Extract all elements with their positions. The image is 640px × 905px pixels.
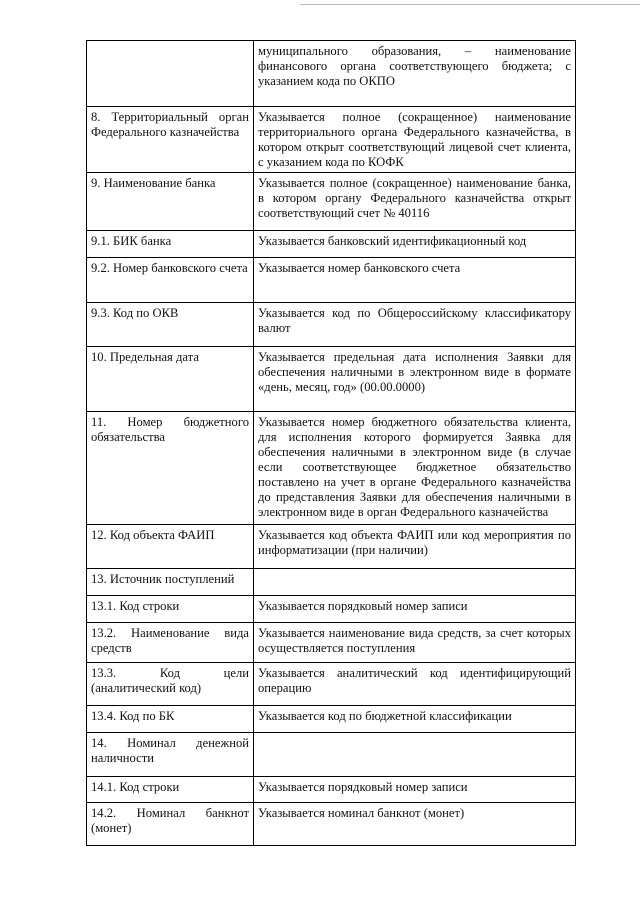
table-row	[87, 803, 576, 846]
field-description-cell	[254, 412, 576, 525]
field-name: 9.2. Номер банковского счета	[91, 261, 248, 275]
field-name-cell	[87, 303, 254, 347]
requisites-table	[86, 40, 576, 846]
field-description: Указывается порядковый номер записи	[258, 599, 468, 613]
table-row	[87, 173, 576, 231]
field-name: 9.1. БИК банка	[91, 234, 172, 248]
field-name: 13.1. Код строки	[91, 599, 180, 613]
field-description-cell	[254, 303, 576, 347]
field-description: муниципального образования, – наименование финансового органа соответствующего бюджета; с указанием кода по ОКПО	[258, 44, 571, 88]
field-name: 13.2. Наименование вида средств	[91, 626, 249, 655]
field-name-cell	[87, 733, 254, 777]
field-name-cell	[87, 623, 254, 663]
field-description-cell	[254, 525, 576, 569]
field-name: 12. Код объекта ФАИП	[91, 528, 215, 542]
field-name-cell	[87, 777, 254, 803]
field-name: 10. Предельная дата	[91, 350, 199, 364]
field-name-cell	[87, 258, 254, 303]
field-description-cell	[254, 258, 576, 303]
field-description-cell	[254, 231, 576, 258]
field-name: 11. Номер бюджетного обязательства	[91, 415, 249, 444]
field-name-cell	[87, 663, 254, 706]
table-row	[87, 107, 576, 173]
field-description: Указывается номер бюджетного обязательства клиента, для исполнения которого формируется Заявка для обеспечения наличными в электронном виде (в случае если соответствующее бюджетное обязательство поставлено на учет в органе Федерального казначейства до представления Заявки для обеспечения наличными в электронном виде в орган Федерального казначейства	[258, 415, 571, 519]
field-name: 14.2. Номинал банкнот (монет)	[91, 806, 249, 835]
field-description: Указывается полное (сокращенное) наименование территориального органа Федерального казначейства, в котором открыт соответствующий лицевой счет клиента, с указанием кода по КОФК	[258, 110, 571, 169]
table-row	[87, 303, 576, 347]
field-description: Указывается номер банковского счета	[258, 261, 461, 275]
field-name: 13.4. Код по БК	[91, 709, 175, 723]
field-name-cell	[87, 569, 254, 596]
field-name-cell	[87, 525, 254, 569]
table-row	[87, 777, 576, 803]
table-row	[87, 596, 576, 623]
table-row	[87, 663, 576, 706]
field-description-cell	[254, 623, 576, 663]
field-name-cell	[87, 803, 254, 846]
field-description: Указывается предельная дата исполнения Заявки для обеспечения наличными в электронном виде в формате «день, месяц, год» (00.00.0000)	[258, 350, 571, 394]
field-description: Указывается порядковый номер записи	[258, 780, 468, 794]
field-description: Указывается код объекта ФАИП или код мероприятия по информатизации (при наличии)	[258, 528, 571, 557]
field-name: 13. Источник поступлений	[91, 572, 235, 586]
field-description: Указывается аналитический код идентифицирующий операцию	[258, 666, 571, 695]
table-row	[87, 231, 576, 258]
field-name: 14.1. Код строки	[91, 780, 180, 794]
table-row	[87, 347, 576, 412]
field-description-cell	[254, 596, 576, 623]
field-description-cell	[254, 777, 576, 803]
field-name-cell	[87, 347, 254, 412]
table-row	[87, 569, 576, 596]
field-description-cell	[254, 173, 576, 231]
table-row	[87, 41, 576, 107]
field-description-cell	[254, 347, 576, 412]
field-name: 9.3. Код по ОКВ	[91, 306, 179, 320]
field-description-cell	[254, 733, 576, 777]
field-description-cell	[254, 803, 576, 846]
field-name-cell	[87, 41, 254, 107]
field-description: Указывается банковский идентификационный код	[258, 234, 527, 248]
field-description-cell	[254, 569, 576, 596]
field-description: Указывается наименование вида средств, за счет которых осуществляется поступления	[258, 626, 571, 655]
field-name-cell	[87, 706, 254, 733]
field-name: 14. Номинал денежной наличности	[91, 736, 249, 765]
field-name: 8. Территориальный орган Федерального казначейства	[91, 110, 249, 139]
field-name: 13.3. Код цели (аналитический код)	[91, 666, 249, 695]
field-name-cell	[87, 173, 254, 231]
table-row	[87, 706, 576, 733]
field-name-cell	[87, 107, 254, 173]
field-name-cell	[87, 596, 254, 623]
table-row	[87, 258, 576, 303]
field-description-cell	[254, 706, 576, 733]
field-description: Указывается код по Общероссийскому классификатору валют	[258, 306, 571, 335]
field-name-cell	[87, 231, 254, 258]
field-description: Указывается номинал банкнот (монет)	[258, 806, 465, 820]
table-row	[87, 733, 576, 777]
field-description: Указывается код по бюджетной классификации	[258, 709, 512, 723]
field-description-cell	[254, 663, 576, 706]
page-top-rule	[300, 4, 640, 5]
field-name: 9. Наименование банка	[91, 176, 216, 190]
field-description: Указывается полное (сокращенное) наименование банка, в котором органу Федерального казначейства открыт соответствующий счет № 40116	[258, 176, 571, 220]
table-row	[87, 412, 576, 525]
table-row	[87, 525, 576, 569]
field-description-cell	[254, 41, 576, 107]
table-row	[87, 623, 576, 663]
requisites-table-body	[87, 41, 576, 846]
field-description-cell	[254, 107, 576, 173]
field-name-cell	[87, 412, 254, 525]
